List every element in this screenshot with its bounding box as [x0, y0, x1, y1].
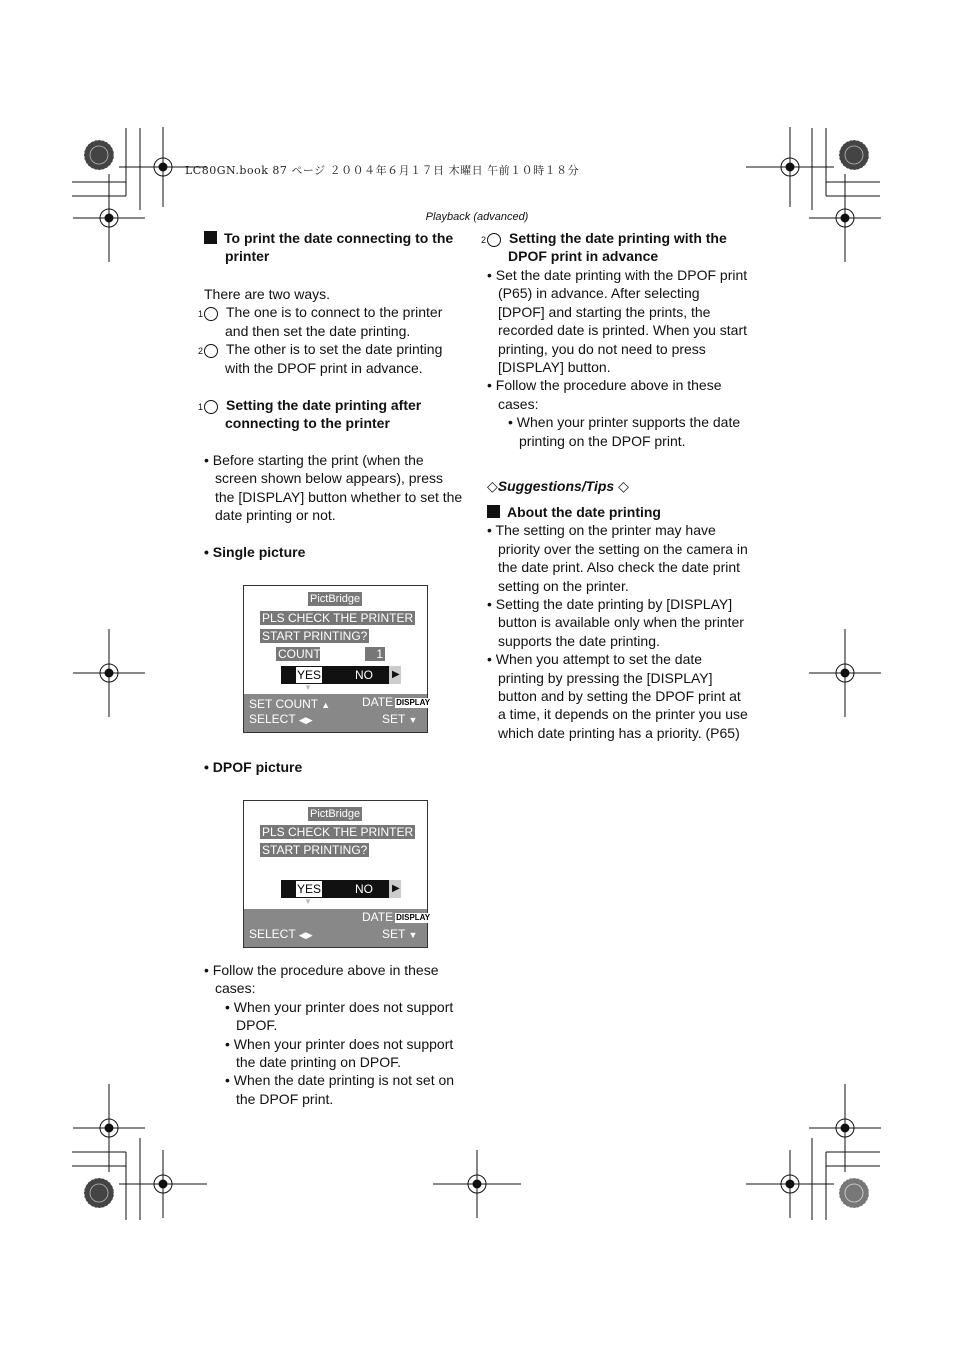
tip-item: • When you attempt to set the date printing by pressing the [DISPLAY] button and by setting the DPOF print at a time, it depends on the printer you use which date printing has a priority. (P65)	[487, 651, 748, 741]
lcd-no-option: NO	[355, 668, 373, 682]
square-bullet-icon	[204, 231, 217, 244]
lcd-title: PictBridge	[310, 808, 361, 820]
number-circle-icon: 1	[204, 400, 218, 414]
follow-procedure-bullet: • Follow the procedure above in these cases:	[204, 962, 439, 997]
up-triangle-icon: ▲	[321, 700, 331, 710]
bullet-dpof-advance: • Set the date printing with the DPOF print (P65) in advance. After selecting [DPOF] and starting the prints, the recorded date is printed. When you start printing, you do not need to press [DISPLAY] button.	[487, 267, 748, 376]
lcd-title: PictBridge	[310, 593, 361, 605]
diamond-icon: ◇	[487, 478, 498, 494]
lcd-yes-option: YES	[296, 882, 321, 896]
left-right-arrows-icon: ◀▶	[298, 715, 313, 725]
down-pointer-icon: ▼	[304, 897, 312, 906]
lcd-line-1: PLS CHECK THE PRINTER	[262, 611, 414, 625]
lcd-date-hint: DATE DISPLAY	[362, 910, 431, 924]
down-triangle-icon: ▼	[408, 715, 418, 725]
running-head: Playback (advanced)	[425, 211, 529, 223]
lcd-count-label: COUNT	[278, 647, 321, 661]
number-circle-icon: 2	[204, 344, 218, 358]
lcd-set-count: SET COUNT ▲	[249, 697, 331, 711]
section-heading: To print the date connecting to the printer	[204, 229, 466, 266]
intro-text: There are two ways.	[204, 286, 331, 302]
left-right-arrows-icon: ◀▶	[298, 930, 313, 940]
lcd-line-2: START PRINTING?	[262, 843, 368, 857]
lcd-dpof-picture	[243, 800, 431, 948]
registration-starbursts	[84, 140, 869, 1208]
number-circle-icon: 2	[487, 233, 501, 247]
bullet-before-print: • Before starting the print (when the screen shown below appears), press the [DISPLAY] button whether to set the date printing or not.	[204, 452, 463, 524]
lcd-no-option: NO	[355, 882, 373, 896]
about-heading: About the date printing	[487, 503, 749, 521]
way-2: 2 The other is to set the date printing with the DPOF print in advance.	[197, 341, 443, 376]
down-triangle-icon: ▼	[408, 930, 418, 940]
lcd-line-1: PLS CHECK THE PRINTER	[262, 825, 414, 839]
square-bullet-icon	[487, 505, 500, 518]
bullet-follow: • Follow the procedure above in these cases:	[487, 377, 722, 412]
number-circle-icon: 1	[204, 307, 218, 321]
display-button-icon: DISPLAY	[396, 913, 431, 922]
sub-heading-2: 2 Setting the date printing with the DPOF print in advance	[480, 230, 727, 265]
lcd-single-picture	[243, 585, 431, 733]
lcd-line-2: START PRINTING?	[262, 629, 368, 643]
way-1: 1 The one is to connect to the printer and then set the date printing.	[197, 304, 443, 339]
tip-item: • The setting on the printer may have priority over the setting on the camera in the date print. Also check the date print setting on the printer.	[487, 522, 748, 594]
tip-item: • Setting the date printing by [DISPLAY] button is available only when the printer supports the date printing.	[487, 596, 744, 649]
tips-heading: ◇Suggestions/Tips ◇	[487, 478, 629, 494]
left-column	[204, 229, 466, 266]
case-item: • When your printer does not support the date printing on DPOF.	[225, 1035, 454, 1071]
dpof-picture-label: • DPOF picture	[204, 759, 303, 775]
right-arrow-icon: ▶	[392, 883, 400, 894]
lcd-select-hint: SELECT ◀▶	[249, 712, 313, 726]
right-arrow-icon: ▶	[392, 669, 400, 680]
diamond-icon: ◇	[618, 478, 629, 494]
lcd-yes-option: YES	[296, 668, 321, 682]
lcd-footer	[244, 909, 431, 947]
sub-heading-1: 1 Setting the date printing after connecting to the printer	[197, 397, 422, 432]
single-picture-label: • Single picture	[204, 544, 306, 560]
down-pointer-icon: ▼	[304, 683, 312, 692]
lcd-footer	[244, 694, 431, 732]
lcd-set-hint: SET ▼	[382, 927, 418, 941]
display-button-icon: DISPLAY	[396, 698, 431, 707]
case-item: • When the date printing is not set on the DPOF print.	[225, 1072, 455, 1107]
case-item: • When your printer does not support DPOF.	[225, 998, 454, 1034]
lcd-set-hint: SET ▼	[382, 712, 418, 726]
lcd-date-hint: DATE DISPLAY	[362, 695, 431, 709]
lcd-count-value: 1	[365, 647, 385, 661]
case-item: • When your printer supports the date printing on the DPOF print.	[508, 414, 741, 449]
print-slug: LC80GN.book 87 ページ ２００４年６月１７日 木曜日 午前１０時１８分	[185, 164, 580, 177]
lcd-select-hint: SELECT ◀▶	[249, 927, 313, 941]
